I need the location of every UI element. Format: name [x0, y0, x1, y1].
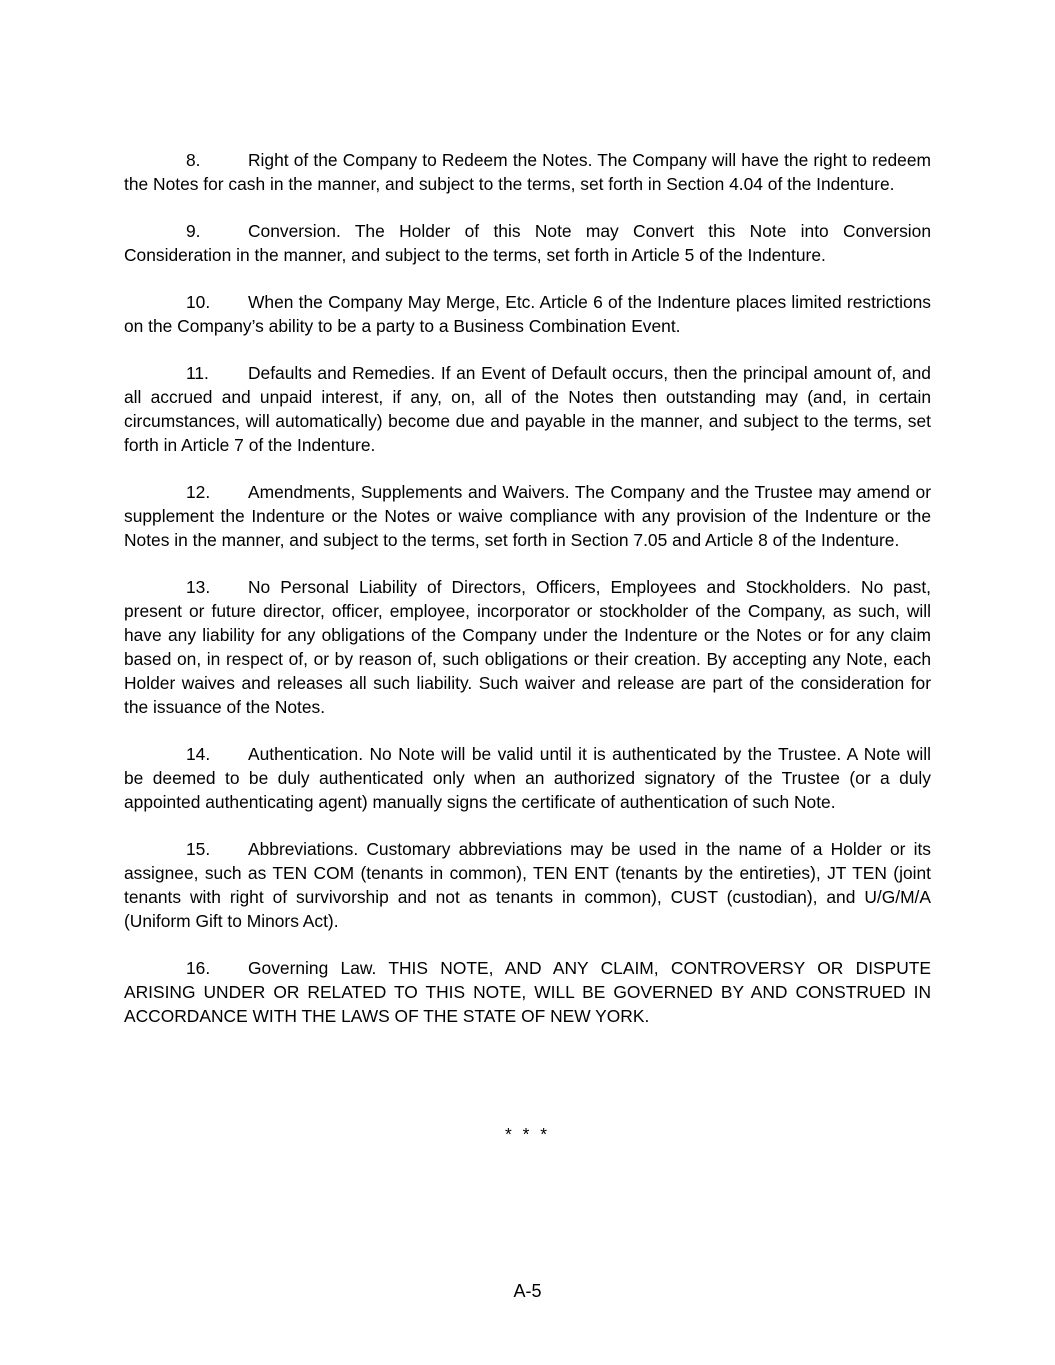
- section-text: THIS NOTE, AND ANY CLAIM, CONTROVERSY OR DISPUTE ARISING UNDER OR RELATED TO THIS NOTE, WILL BE GOVERNED BY AND CONSTRUED IN ACCORDANCE WITH THE LAWS OF THE STATE OF NEW YORK.: [124, 958, 932, 1026]
- section-number: 8.: [186, 150, 201, 170]
- section-heading: Right of the Company to Redeem the Notes.: [248, 150, 593, 170]
- section-number: 10.: [186, 292, 211, 312]
- section-15: [124, 837, 931, 933]
- section-number: 15.: [186, 839, 211, 859]
- section-text: Article 6 of the Indenture places limited restrictions on the Company’s ability to be a party to a Business Combination Event.: [124, 292, 931, 336]
- section-text: No Note will be valid until it is authenticated by the Trustee. A Note will be deemed to be duly authenticated only when an authorized signatory of the Trustee (or a duly appointed authenticating agent) manually signs the certificate of authentication of such Note.: [124, 744, 931, 812]
- section-number: 11.: [186, 363, 209, 383]
- section-heading: Abbreviations.: [248, 839, 359, 859]
- section-text: Customary abbreviations may be used in the name of a Holder or its assignee, such as TEN COM (tenants in common), TEN ENT (tenants by the entireties), JT TEN (joint tenants with right of survivorship and not as tenants in common), CUST (custodian), and U/G/M/A (Uniform Gift to Minors Act).: [124, 839, 931, 931]
- section-number: 14.: [186, 744, 211, 764]
- section-number: 9.: [186, 221, 201, 241]
- section-text: The Company will have the right to redeem the Notes for cash in the manner, and subject to the terms, set forth in Section 4.04 of the Indenture.: [124, 150, 931, 194]
- section-heading: Defaults and Remedies.: [248, 363, 436, 383]
- section-11: [124, 361, 931, 457]
- section-number: 16.: [186, 958, 211, 978]
- section-16: [124, 956, 931, 1028]
- section-heading: No Personal Liability of Directors, Officers, Employees and Stockholders.: [248, 577, 851, 597]
- section-heading: Governing Law.: [248, 958, 377, 978]
- section-heading: Amendments, Supplements and Waivers.: [248, 482, 570, 502]
- section-12: [124, 480, 931, 552]
- section-10: [124, 290, 931, 338]
- section-number: 12.: [186, 482, 211, 502]
- section-text: If an Event of Default occurs, then the principal amount of, and all accrued and unpaid interest, if any, on, all of the Notes then outstanding may (and, in certain circumstances, will automatically) become due and payable in the manner, and subject to the terms, set forth in Article 7 of the Indenture.: [124, 363, 931, 455]
- section-14: [124, 742, 931, 814]
- section-heading: Authentication.: [248, 744, 364, 764]
- section-heading: Conversion.: [248, 221, 341, 241]
- section-text: No past, present or future director, officer, employee, incorporator or stockholder of the Company, as such, will have any liability for any obligations of the Company under the Indenture or the Notes or for any claim based on, in respect of, or by reason of, such obligations or their creation. By accepting any Note, each Holder waives and releases all such liability. Such waiver and release are part of the consideration for the issuance of the Notes.: [124, 577, 931, 717]
- section-heading: When the Company May Merge, Etc.: [248, 292, 536, 312]
- section-separator: * * *: [505, 1124, 550, 1144]
- section-number: 13.: [186, 577, 211, 597]
- document-body: [124, 148, 931, 1051]
- section-9: [124, 219, 931, 267]
- section-13: [124, 575, 931, 719]
- section-text: The Company and the Trustee may amend or supplement the Indenture or the Notes or waive compliance with any provision of the Indenture or the Notes in the manner, and subject to the terms, set forth in Section 7.05 and Article 8 of the Indenture.: [124, 482, 931, 550]
- section-text: The Holder of this Note may Convert this Note into Conversion Consideration in the manner, and subject to the terms, set forth in Article 5 of the Indenture.: [124, 221, 932, 265]
- section-8: [124, 148, 931, 196]
- page-number: A-5: [513, 1281, 542, 1301]
